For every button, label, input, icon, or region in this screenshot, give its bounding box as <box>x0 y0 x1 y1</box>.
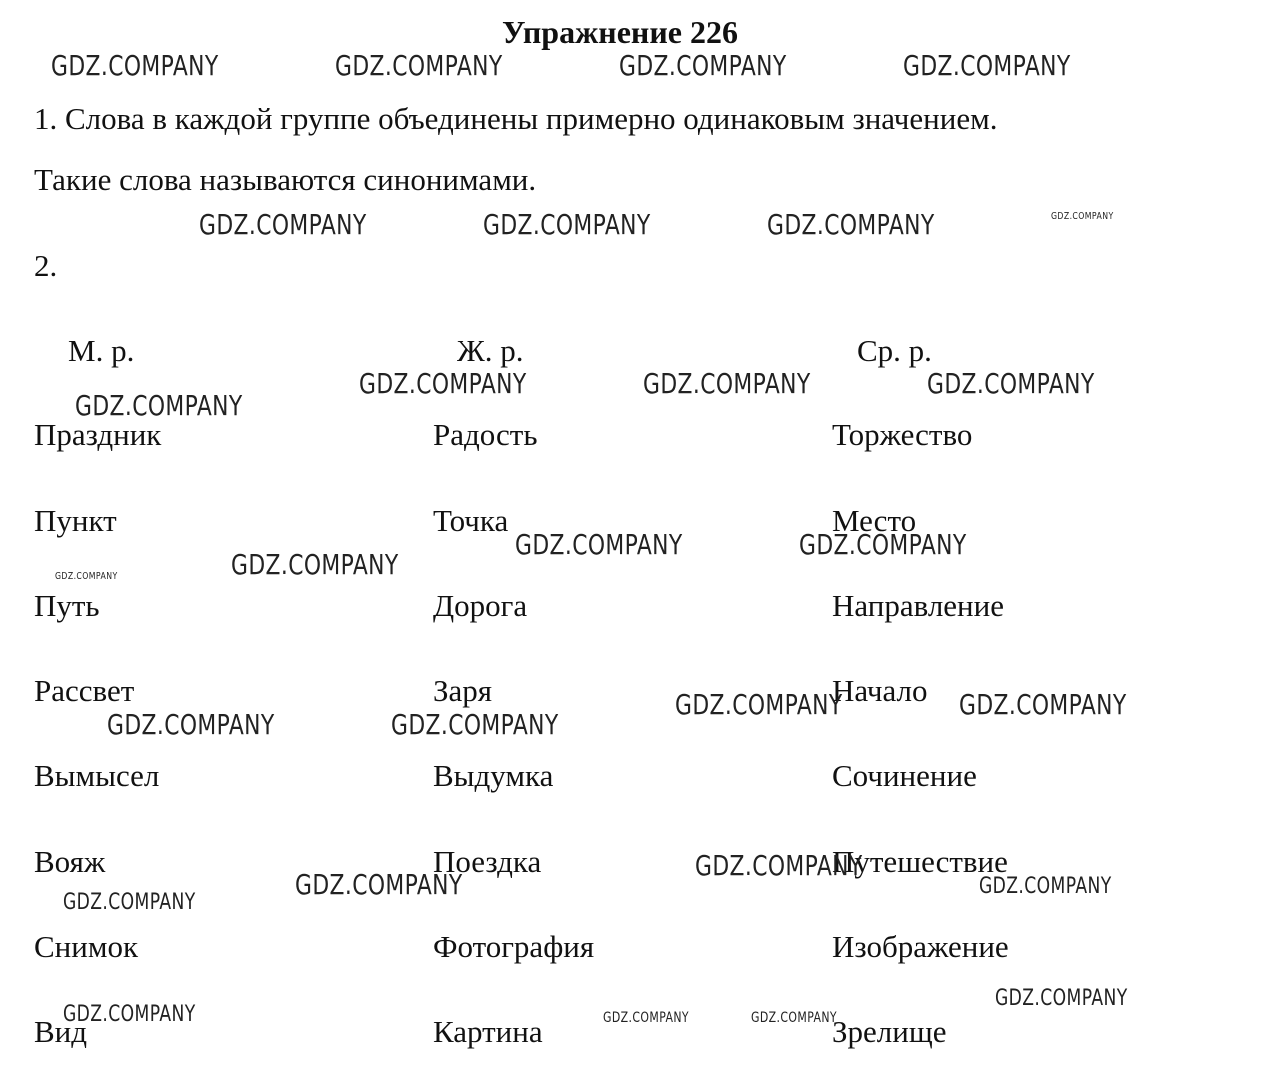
word-neuter: Направление <box>832 588 1004 623</box>
word-masculine: Снимок <box>34 929 139 964</box>
watermark: GDZ.COMPANY <box>55 571 118 582</box>
watermark: GDZ.COMPANY <box>799 528 967 561</box>
watermark: GDZ.COMPANY <box>335 49 503 82</box>
word-neuter: Сочинение <box>832 758 977 793</box>
word-feminine: Заря <box>433 673 493 708</box>
word-masculine: Рассвет <box>34 673 135 708</box>
watermark: GDZ.COMPANY <box>767 208 935 241</box>
header-neuter: Ср. р. <box>857 333 932 368</box>
header-masculine: М. р. <box>68 333 135 368</box>
watermark: GDZ.COMPANY <box>391 708 559 741</box>
answer-item-2: 2. <box>34 248 58 283</box>
word-masculine: Вояж <box>34 844 106 879</box>
answer-line-1: 1. Слова в каждой группе объединены примерно одинаковым значением. <box>34 101 998 136</box>
watermark: GDZ.COMPANY <box>979 874 1112 899</box>
word-masculine: Вымысел <box>34 758 160 793</box>
word-feminine: Фотография <box>433 929 595 964</box>
watermark: GDZ.COMPANY <box>75 389 243 422</box>
exercise-title: Упражнение 226 <box>501 14 738 50</box>
word-neuter: Зрелище <box>832 1014 947 1049</box>
word-masculine: Пункт <box>34 503 117 538</box>
watermark: GDZ.COMPANY <box>995 986 1128 1011</box>
word-feminine: Точка <box>433 503 509 538</box>
header-feminine: Ж. р. <box>457 333 524 368</box>
watermark: GDZ.COMPANY <box>675 688 843 721</box>
word-feminine: Поездка <box>433 844 542 879</box>
watermark: GDZ.COMPANY <box>751 1010 837 1026</box>
watermark: GDZ.COMPANY <box>199 208 367 241</box>
watermark: GDZ.COMPANY <box>695 849 863 882</box>
word-masculine: Путь <box>34 588 100 623</box>
answer-line-2: Такие слова называются синонимами. <box>34 162 537 197</box>
watermark: GDZ.COMPANY <box>903 49 1071 82</box>
word-neuter: Путешествие <box>832 844 1008 879</box>
watermark: GDZ.COMPANY <box>643 367 811 400</box>
watermark: GDZ.COMPANY <box>603 1010 689 1026</box>
word-masculine: Вид <box>34 1014 88 1049</box>
word-neuter: Начало <box>832 673 928 708</box>
watermark: GDZ.COMPANY <box>483 208 651 241</box>
watermark: GDZ.COMPANY <box>515 528 683 561</box>
word-feminine: Выдумка <box>433 758 554 793</box>
word-neuter: Изображение <box>832 929 1009 964</box>
watermark: GDZ.COMPANY <box>927 367 1095 400</box>
word-feminine: Радость <box>433 417 538 452</box>
word-feminine: Картина <box>433 1014 543 1049</box>
watermark: GDZ.COMPANY <box>63 890 196 915</box>
word-neuter: Торжество <box>832 417 973 452</box>
word-masculine: Праздник <box>34 417 162 452</box>
word-feminine: Дорога <box>433 588 528 623</box>
word-neuter: Место <box>832 503 917 538</box>
watermark: GDZ.COMPANY <box>231 548 399 581</box>
watermark: GDZ.COMPANY <box>107 708 275 741</box>
watermark: GDZ.COMPANY <box>295 868 463 901</box>
watermark: GDZ.COMPANY <box>959 688 1127 721</box>
watermark: GDZ.COMPANY <box>51 49 219 82</box>
watermark: GDZ.COMPANY <box>1051 211 1114 222</box>
watermark: GDZ.COMPANY <box>63 1002 196 1027</box>
watermark: GDZ.COMPANY <box>359 367 527 400</box>
watermark: GDZ.COMPANY <box>619 49 787 82</box>
